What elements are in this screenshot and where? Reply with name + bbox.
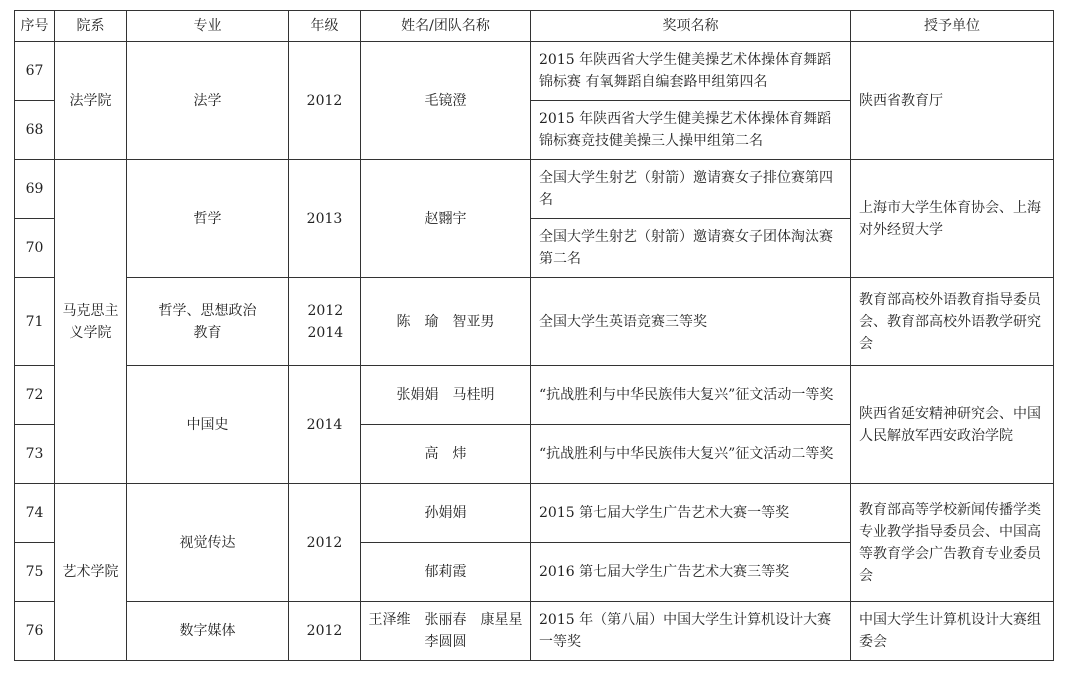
header-dept: 院系 bbox=[55, 11, 127, 42]
row-no: 68 bbox=[15, 101, 55, 160]
table-row bbox=[15, 278, 1054, 366]
org-cell: 陕西省教育厅 bbox=[851, 42, 1054, 160]
header-org: 授予单位 bbox=[851, 11, 1054, 42]
table-row bbox=[15, 160, 1054, 219]
header-major: 专业 bbox=[127, 11, 289, 42]
name-cell bbox=[361, 602, 531, 661]
dept-cell: 法学院 bbox=[55, 42, 127, 160]
row-no: 74 bbox=[15, 484, 55, 543]
org-cell: 中国大学生计算机设计大赛组委会 bbox=[851, 602, 1054, 661]
row-no: 75 bbox=[15, 543, 55, 602]
name-cell: 张娟娟 马桂明 bbox=[361, 366, 531, 425]
major-cell: 视觉传达 bbox=[127, 484, 289, 602]
name-cell: 郁莉霞 bbox=[361, 543, 531, 602]
major-cell bbox=[127, 278, 289, 366]
award-cell: 2015 第七届大学生广告艺术大赛一等奖 bbox=[531, 484, 851, 543]
major-text: 哲学、思想政治教育 bbox=[158, 302, 257, 341]
header-grade: 年级 bbox=[289, 11, 361, 42]
grade-cell: 2014 bbox=[289, 366, 361, 484]
name-cell: 孙娟娟 bbox=[361, 484, 531, 543]
org-cell: 教育部高等学校新闻传播学类专业教学指导委员会、中国高等教育学会广告教育专业委员会 bbox=[851, 484, 1054, 602]
major-cell: 中国史 bbox=[127, 366, 289, 484]
major-cell: 哲学 bbox=[127, 160, 289, 278]
award-cell: 全国大学生射艺（射箭）邀请赛女子团体淘汰赛第二名 bbox=[531, 219, 851, 278]
award-cell: 全国大学生英语竞赛三等奖 bbox=[531, 278, 851, 366]
award-cell: 2016 第七届大学生广告艺术大赛三等奖 bbox=[531, 543, 851, 602]
row-no: 69 bbox=[15, 160, 55, 219]
award-cell: 全国大学生射艺（射箭）邀请赛女子排位赛第四名 bbox=[531, 160, 851, 219]
dept-cell bbox=[55, 160, 127, 484]
grade-cell bbox=[289, 278, 361, 366]
row-no: 72 bbox=[15, 366, 55, 425]
table-row bbox=[15, 484, 1054, 543]
grade-cell: 2013 bbox=[289, 160, 361, 278]
awards-table bbox=[14, 10, 1054, 661]
award-cell: “抗战胜利与中华民族伟大复兴”征文活动一等奖 bbox=[531, 366, 851, 425]
major-cell: 数字媒体 bbox=[127, 602, 289, 661]
award-cell: “抗战胜利与中华民族伟大复兴”征文活动二等奖 bbox=[531, 425, 851, 484]
grade-text: 2012 2014 bbox=[307, 302, 344, 341]
award-cell: 2015 年（第八届）中国大学生计算机设计大赛一等奖 bbox=[531, 602, 851, 661]
major-cell: 法学 bbox=[127, 42, 289, 160]
award-cell: 2015 年陕西省大学生健美操艺术体操体育舞蹈锦标赛竞技健美操三人操甲组第二名 bbox=[531, 101, 851, 160]
table-row bbox=[15, 366, 1054, 425]
grade-cell: 2012 bbox=[289, 484, 361, 602]
header-row bbox=[15, 11, 1054, 42]
header-no: 序号 bbox=[15, 11, 55, 42]
table-row bbox=[15, 42, 1054, 101]
grade-cell: 2012 bbox=[289, 42, 361, 160]
name-text: 王泽维 张丽春 康星星 李圆圆 bbox=[368, 612, 523, 650]
row-no: 76 bbox=[15, 602, 55, 661]
grade-cell: 2012 bbox=[289, 602, 361, 661]
name-cell: 毛镜澄 bbox=[361, 42, 531, 160]
org-cell: 上海市大学生体育协会、上海对外经贸大学 bbox=[851, 160, 1054, 278]
row-no: 70 bbox=[15, 219, 55, 278]
header-award: 奖项名称 bbox=[531, 11, 851, 42]
org-cell: 陕西省延安精神研究会、中国人民解放军西安政治学院 bbox=[851, 366, 1054, 484]
row-no: 73 bbox=[15, 425, 55, 484]
row-no: 67 bbox=[15, 42, 55, 101]
name-cell: 高 炜 bbox=[361, 425, 531, 484]
row-no: 71 bbox=[15, 278, 55, 366]
header-name: 姓名/团队名称 bbox=[361, 11, 531, 42]
table-row bbox=[15, 602, 1054, 661]
dept-cell: 艺术学院 bbox=[55, 484, 127, 661]
org-cell: 教育部高校外语教育指导委员会、教育部高校外语教学研究会 bbox=[851, 278, 1054, 366]
dept-text: 马克思主义学院 bbox=[62, 302, 119, 341]
name-cell: 陈 瑜 智亚男 bbox=[361, 278, 531, 366]
name-cell: 赵翾宇 bbox=[361, 160, 531, 278]
award-cell: 2015 年陕西省大学生健美操艺术体操体育舞蹈锦标赛 有氧舞蹈自编套路甲组第四名 bbox=[531, 42, 851, 101]
